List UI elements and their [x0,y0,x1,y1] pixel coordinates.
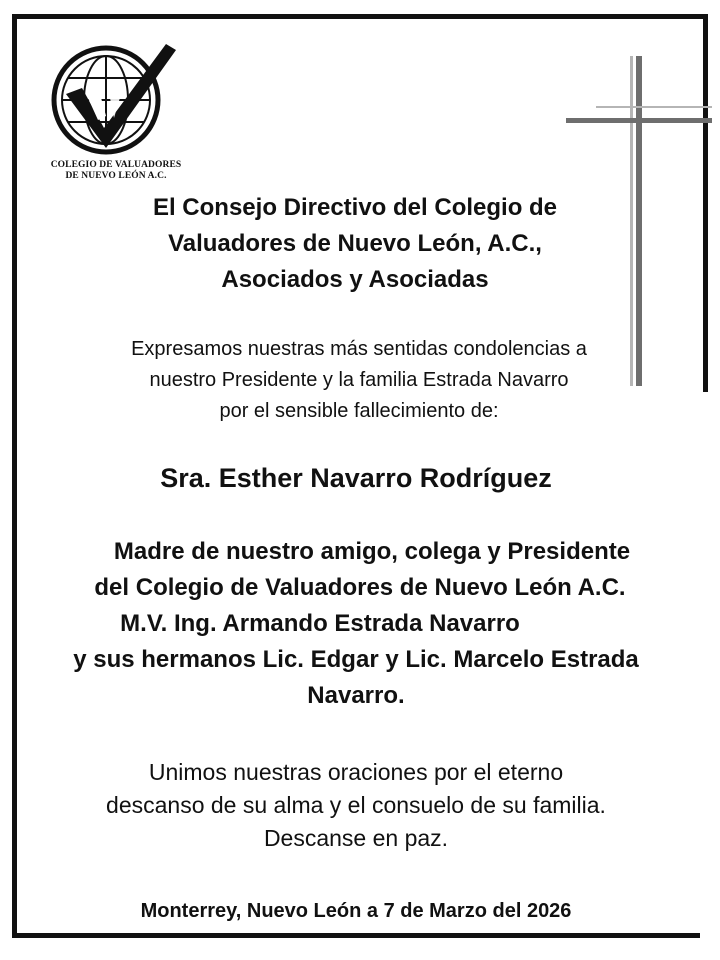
heading [0,190,710,298]
prayer-line: Descanse en paz. [263,825,449,851]
condolences-line: por el sensible fallecimiento de: [219,400,499,422]
heading-line: Valuadores de Nuevo León, A.C., [168,230,542,257]
condolences-line: Expresamos nuestras más sentidas condolencias a [131,338,587,360]
relation-text [0,534,712,714]
relation-line: M.V. Ing. Armando Estrada Navarro [120,610,520,637]
place-date: Monterrey, Nuevo León a 7 de Marzo del 2026 [140,900,572,922]
relation-line: Navarro. [307,682,405,709]
logo-caption-line: COLEGIO DE VALUADORES [50,160,182,170]
logo-caption [36,160,196,182]
condolences-text [0,334,718,427]
prayer-text [0,756,712,855]
heading-line: El Consejo Directivo del Colegio de [152,194,558,221]
deceased-name: Sra. Esther Navarro Rodríguez [160,463,552,493]
prayer-line: descanso de su alma y el consuelo de su familia. [106,792,606,818]
logo [36,36,196,186]
logo-caption-line: DE NUEVO LEÓN A.C. [65,171,167,181]
relation-line: del Colegio de Valuadores de Nuevo León A.C. [94,574,626,601]
relation-line: y sus hermanos Lic. Edgar y Lic. Marcelo Estrada [73,646,639,673]
heading-line: Asociados y Asociadas [221,266,489,293]
condolences-line: nuestro Presidente y la familia Estrada Navarro [149,369,569,391]
prayer-line: Unimos nuestras oraciones por el eterno [148,759,564,785]
valuadores-logo-icon [48,36,184,160]
relation-line: Madre de nuestro amigo, colega y Presidente [113,538,631,565]
